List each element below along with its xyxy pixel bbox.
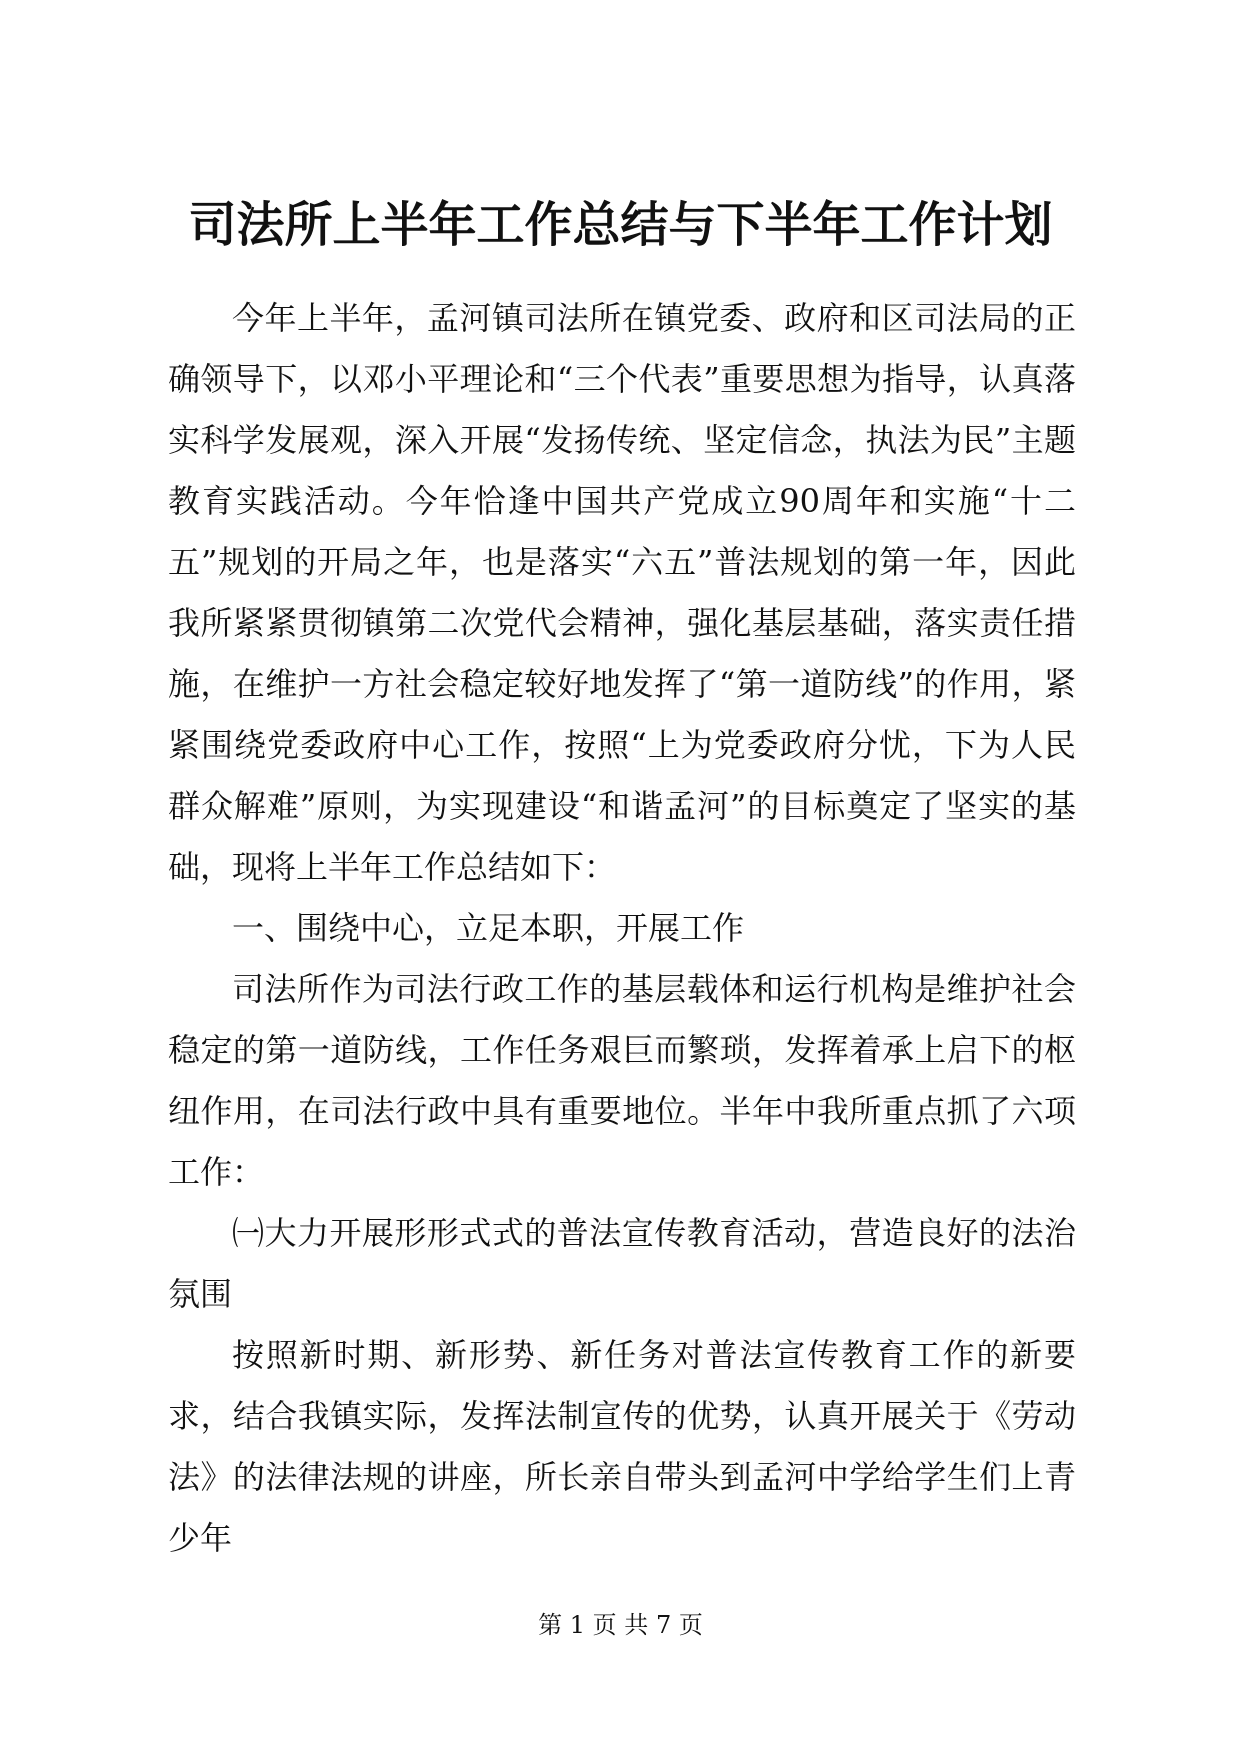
- document-title: 司法所上半年工作总结与下半年工作计划: [188, 197, 1053, 253]
- section-heading-1: 一、围绕中心，立足本职，开展工作: [232, 909, 745, 947]
- subsection-heading-1: ㈠大力开展形形式式的普法宣传教育活动，营造良好的法治氛围: [168, 1214, 1076, 1313]
- document-body: [168, 288, 1076, 1569]
- paragraph-subsection-1: 按照新时期、新形势、新任务对普法宣传教育工作的新要求，结合我镇实际，发挥法制宣传的优势，认真开展关于《劳动法》的法律法规的讲座，所长亲自带头到孟河中学给学生们上青少年: [168, 1336, 1076, 1557]
- paragraph-section-1: 司法所作为司法行政工作的基层载体和运行机构是维护社会稳定的第一道防线，工作任务艰巨而繁琐，发挥着承上启下的枢纽作用，在司法行政中具有重要地位。半年中我所重点抓了六项工作：: [168, 970, 1076, 1191]
- page-number-footer: 第 1 页 共 7 页: [538, 1611, 703, 1639]
- paragraph-intro: 今年上半年，孟河镇司法所在镇党委、政府和区司法局的正确领导下，以邓小平理论和“三个代表”重要思想为指导，认真落实科学发展观，深入开展“发扬传统、坚定信念，执法为民”主题教育实践活动。今年恰逢中国共产党成立90周年和实施“十二五”规划的开局之年，也是落实“六五”普法规划的第一年，因此我所紧紧贯彻镇第二次党代会精神，强化基层基础，落实责任措施，在维护一方社会稳定较好地发挥了“第一道防线”的作用，紧紧围绕党委政府中心工作，按照“上为党委政府分忧，下为人民群众解难”原则，为实现建设“和谐孟河”的目标奠定了坚实的基础，现将上半年工作总结如下：: [168, 299, 1076, 886]
